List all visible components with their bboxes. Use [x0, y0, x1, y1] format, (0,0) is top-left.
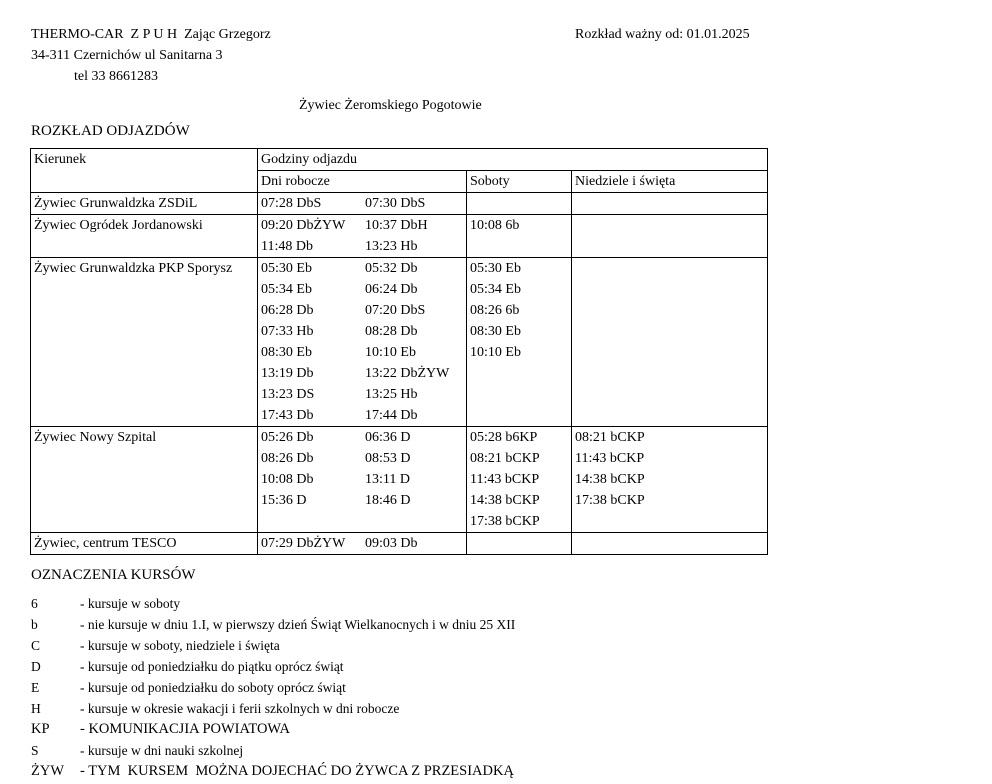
- departure-time: 06:36 D: [365, 430, 411, 445]
- departure-time: 10:10 Eb: [365, 345, 416, 360]
- stop-name: Żywiec Żeromskiego Pogotowie: [299, 98, 482, 113]
- departure-time: 08:26 6b: [470, 303, 520, 318]
- departure-time: 17:44 Db: [365, 408, 418, 423]
- sundays-cell: [572, 533, 768, 555]
- legend-item: [31, 656, 344, 677]
- departure-time: 13:23 DS: [261, 387, 315, 402]
- departure-time: 08:21 bCKP: [575, 430, 645, 445]
- departure-time: 05:30 Eb: [261, 261, 312, 276]
- departure-time: 11:43 bCKP: [575, 451, 645, 466]
- departure-time: 13:11 D: [365, 472, 410, 487]
- table-row: [31, 533, 768, 555]
- departure-time: 05:28 b6KP: [470, 430, 538, 445]
- legend-item: [31, 614, 515, 635]
- departure-time: 10:37 DbH: [365, 218, 428, 233]
- company-address: 34-311 Czernichów ul Sanitarna 3: [31, 48, 223, 63]
- legend-description: - kursuje w soboty, niedziele i święta: [80, 638, 280, 653]
- legend-item: [31, 677, 346, 698]
- departure-time: 06:28 Db: [261, 303, 314, 318]
- legend-description: - TYM KURSEM MOŻNA DOJECHAĆ DO ŻYWCA Z PRZESIADKĄ: [80, 763, 514, 779]
- table-row: [31, 215, 768, 258]
- header-times: Godziny odjazdu: [258, 149, 768, 171]
- saturdays-cell: [467, 215, 572, 258]
- legend-description: - nie kursuje w dniu 1.I, w pierwszy dzień Świąt Wielkanocnych i w dniu 25 XII: [80, 617, 516, 632]
- departure-time: 15:36 D: [261, 493, 307, 508]
- departure-time: 09:03 Db: [365, 536, 418, 551]
- legend-code: H: [31, 701, 41, 716]
- section-title: ROZKŁAD ODJAZDÓW: [31, 123, 190, 139]
- header-sundays: Niedziele i święta: [572, 171, 768, 193]
- departure-time: 07:33 Hb: [261, 324, 314, 339]
- legend-code: C: [31, 638, 41, 653]
- legend-description: - kursuje od poniedziałku do soboty oprócz świąt: [80, 680, 346, 695]
- header-saturdays: Soboty: [467, 171, 572, 193]
- departure-time: 05:30 Eb: [470, 261, 521, 276]
- legend-item: [31, 719, 290, 740]
- sundays-cell: [572, 258, 768, 427]
- weekdays-cell: [258, 215, 467, 258]
- departure-time: 05:26 Db: [261, 430, 314, 445]
- departure-time: 06:24 Db: [365, 282, 418, 297]
- direction-cell: Żywiec, centrum TESCO: [31, 533, 258, 555]
- departure-time: 17:38 bCKP: [575, 493, 645, 508]
- departure-time: 10:10 Eb: [470, 345, 521, 360]
- legend-item: [31, 698, 399, 719]
- departure-time: 07:30 DbS: [365, 196, 426, 211]
- departure-time: 05:34 Eb: [261, 282, 312, 297]
- departure-time: 08:30 Eb: [470, 324, 521, 339]
- departure-time: 13:22 DbŻYW: [365, 366, 450, 381]
- legend-description: - kursuje od poniedziałku do piątku oprócz świąt: [80, 659, 344, 674]
- saturdays-cell: [467, 258, 572, 427]
- departure-time: 14:38 bCKP: [470, 493, 540, 508]
- company-name: THERMO-CAR Z P U H Zając Grzegorz: [31, 27, 271, 42]
- header-weekdays: Dni robocze: [258, 171, 467, 193]
- saturdays-cell: [467, 533, 572, 555]
- departure-time: 13:19 Db: [261, 366, 314, 381]
- departure-time: 08:28 Db: [365, 324, 418, 339]
- direction-cell: Żywiec Nowy Szpital: [31, 427, 258, 533]
- departure-time: 11:43 bCKP: [470, 472, 540, 487]
- sundays-cell: [572, 427, 768, 533]
- legend-code: 6: [31, 596, 38, 611]
- legend-description: - kursuje w okresie wakacji i ferii szkolnych w dni robocze: [80, 701, 400, 716]
- table-row: [31, 193, 768, 215]
- legend-item: [31, 635, 280, 656]
- timetable: [30, 148, 768, 555]
- departure-time: 05:34 Eb: [470, 282, 521, 297]
- departure-time: 18:46 D: [365, 493, 411, 508]
- weekdays-cell: [258, 193, 467, 215]
- legend-description: - kursuje w soboty: [80, 596, 181, 611]
- company-phone: tel 33 8661283: [74, 69, 158, 84]
- departure-time: 08:21 bCKP: [470, 451, 540, 466]
- departure-time: 07:29 DbŻYW: [261, 536, 346, 551]
- departure-time: 10:08 Db: [261, 472, 314, 487]
- legend-description: - kursuje w dni nauki szkolnej: [80, 743, 244, 758]
- legend-code: E: [31, 680, 40, 695]
- departure-time: 17:43 Db: [261, 408, 314, 423]
- saturdays-cell: [467, 427, 572, 533]
- legend-item: [31, 740, 243, 761]
- departure-time: 07:20 DbS: [365, 303, 426, 318]
- saturdays-cell: [467, 193, 572, 215]
- direction-cell: Żywiec Grunwaldzka ZSDiL: [31, 193, 258, 215]
- legend-code: S: [31, 743, 39, 758]
- sundays-cell: [572, 215, 768, 258]
- direction-cell: Żywiec Grunwaldzka PKP Sporysz: [31, 258, 258, 427]
- weekdays-cell: [258, 427, 467, 533]
- weekdays-cell: [258, 258, 467, 427]
- weekdays-cell: [258, 533, 467, 555]
- legend-code: b: [31, 617, 38, 632]
- table-row: [31, 427, 768, 533]
- direction-cell: Żywiec Ogródek Jordanowski: [31, 215, 258, 258]
- departure-time: 07:28 DbS: [261, 196, 322, 211]
- header-direction: Kierunek: [31, 149, 258, 193]
- valid-from: Rozkład ważny od: 01.01.2025: [575, 27, 750, 42]
- table-row: [31, 258, 768, 427]
- departure-time: 08:26 Db: [261, 451, 314, 466]
- departure-time: 11:48 Db: [261, 239, 313, 254]
- departure-time: 10:08 6b: [470, 218, 520, 233]
- departure-time: 08:53 D: [365, 451, 411, 466]
- legend-description: - KOMUNIKACJIA POWIATOWA: [80, 721, 290, 737]
- sundays-cell: [572, 193, 768, 215]
- departure-time: 17:38 bCKP: [470, 514, 540, 529]
- departure-time: 13:25 Hb: [365, 387, 418, 402]
- legend-code: D: [31, 659, 41, 674]
- legend-title: OZNACZENIA KURSÓW: [31, 567, 196, 583]
- legend-code: ŻYW: [31, 763, 65, 779]
- departure-time: 05:32 Db: [365, 261, 418, 276]
- legend-item: [31, 593, 180, 614]
- departure-time: 09:20 DbŻYW: [261, 218, 346, 233]
- departure-time: 08:30 Eb: [261, 345, 312, 360]
- departure-time: 13:23 Hb: [365, 239, 418, 254]
- legend-code: KP: [31, 721, 50, 737]
- legend-item: [31, 761, 514, 782]
- departure-time: 14:38 bCKP: [575, 472, 645, 487]
